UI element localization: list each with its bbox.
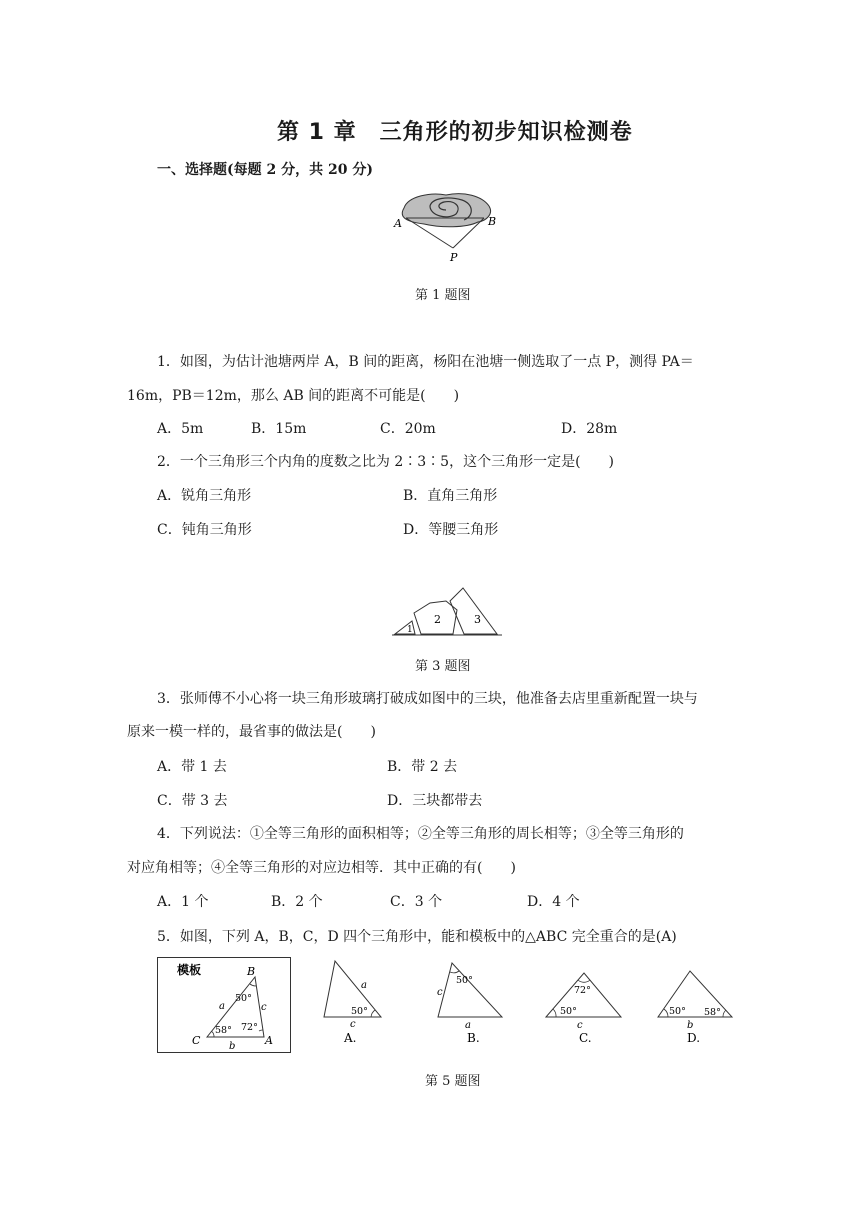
question-1-option-d[interactable]: D．28m [561, 421, 618, 437]
angle-b: 50° [456, 975, 473, 986]
caption-d: D. [687, 1031, 701, 1045]
figure-5-triangle-d [654, 956, 738, 1048]
figure-5-triangle-c [542, 956, 626, 1048]
arc-a [259, 1030, 263, 1031]
arc-c-left [553, 1009, 556, 1017]
question-2-option-c[interactable]: C．钝角三角形 [157, 522, 252, 538]
question-2-option-d[interactable]: D．等腰三角形 [403, 522, 499, 538]
page-title: 第 1 章 三角形的初步知识检测卷 [277, 120, 633, 145]
arc-d-right [723, 1010, 726, 1017]
side-a: a [465, 1020, 471, 1031]
question-4-option-a[interactable]: A．1 个 [157, 894, 209, 910]
question-1-option-a[interactable]: A．5m [157, 421, 204, 437]
label-c: C [192, 1034, 201, 1047]
angle-a: 50° [351, 1006, 368, 1017]
question-4-option-c[interactable]: C．3 个 [390, 894, 443, 910]
angle-c: 58° [215, 1025, 232, 1036]
angle-d-left: 50° [669, 1006, 686, 1017]
arc-a [371, 1010, 375, 1017]
question-3-option-b[interactable]: B．带 2 去 [387, 759, 458, 775]
question-3-line-2: 原来一模一样的，最省事的做法是( ) [127, 724, 376, 740]
label-b: B [247, 965, 256, 978]
question-2-option-b[interactable]: B．直角三角形 [403, 488, 498, 504]
question-4-line-1: 4．下列说法：①全等三角形的面积相等；②全等三角形的周长相等；③全等三角形的 [157, 826, 684, 842]
section-heading: 一、选择题(每题 2 分，共 20 分) [157, 162, 373, 178]
figure-3-caption: 第 3 题图 [415, 659, 471, 674]
question-1-option-c[interactable]: C．20m [380, 421, 436, 437]
figure-1-pond [386, 188, 506, 266]
question-3-option-d[interactable]: D．三块都带去 [387, 793, 483, 809]
question-4-line-2: 对应角相等；④全等三角形的对应边相等．其中正确的有( ) [127, 860, 516, 876]
side-c: c [437, 987, 443, 998]
arc-c [212, 1031, 214, 1037]
figure-5-triangle-a [318, 956, 390, 1048]
figure-5-caption: 第 5 题图 [425, 1074, 481, 1089]
angle-d-right: 58° [704, 1007, 721, 1018]
side-c: c [261, 1002, 267, 1013]
figure-5-triangle-b [430, 956, 510, 1048]
question-5-line-1: 5．如图，下列 A，B，C，D 四个三角形中，能和模板中的△ABC 完全重合的是(A) [157, 929, 677, 945]
figure-1-caption: 第 1 题图 [415, 288, 471, 303]
label-p: P [450, 251, 458, 264]
side-a: a [361, 980, 367, 991]
figure-3-glass-pieces [390, 583, 505, 641]
triangle-b [438, 963, 502, 1017]
side-b: b [687, 1020, 694, 1031]
template-label: 模板 [177, 963, 202, 977]
label-a: A [394, 217, 402, 230]
arc-c-top [578, 980, 590, 982]
question-3-option-c[interactable]: C．带 3 去 [157, 793, 228, 809]
side-a: a [219, 1001, 225, 1012]
label-b: B [488, 215, 497, 228]
question-3-line-1: 3．张师傅不小心将一块三角形玻璃打破成如图中的三块，他准备去店里重新配置一块与 [157, 691, 698, 707]
side-c: c [577, 1020, 583, 1031]
label-1: 1 [407, 625, 413, 635]
angle-b: 50° [235, 993, 252, 1004]
angle-a: 72° [241, 1022, 258, 1033]
label-a: A [265, 1034, 273, 1047]
angle-c-top: 72° [574, 985, 591, 996]
arc-b [450, 971, 459, 973]
question-4-option-b[interactable]: B．2 个 [271, 894, 323, 910]
label-3: 3 [474, 613, 481, 626]
question-2-option-a[interactable]: A．锐角三角形 [157, 488, 252, 504]
question-2-line-1: 2．一个三角形三个内角的度数之比为 2∶3∶5，这个三角形一定是( ) [157, 454, 615, 470]
question-4-option-d[interactable]: D．4 个 [527, 894, 580, 910]
question-1-line-2: 16m，PB＝12m，那么 AB 间的距离不可能是( ) [127, 388, 460, 404]
arc-d-left [664, 1009, 668, 1017]
caption-c: C. [579, 1031, 592, 1045]
question-3-option-a[interactable]: A．带 1 去 [157, 759, 227, 775]
question-1-line-1: 1．如图，为估计池塘两岸 A，B 间的距离，杨阳在池塘一侧选取了一点 P，测得 PA＝ [157, 354, 694, 370]
caption-b: B. [467, 1031, 480, 1045]
side-b: b [229, 1041, 236, 1052]
label-2: 2 [434, 613, 441, 626]
pond-shape [402, 194, 490, 227]
template-triangle [157, 957, 291, 1053]
question-1-option-b[interactable]: B．15m [251, 421, 307, 437]
side-c: c [350, 1019, 356, 1030]
caption-a: A. [344, 1031, 357, 1045]
arc-b [250, 984, 256, 986]
angle-c-left: 50° [560, 1006, 577, 1017]
